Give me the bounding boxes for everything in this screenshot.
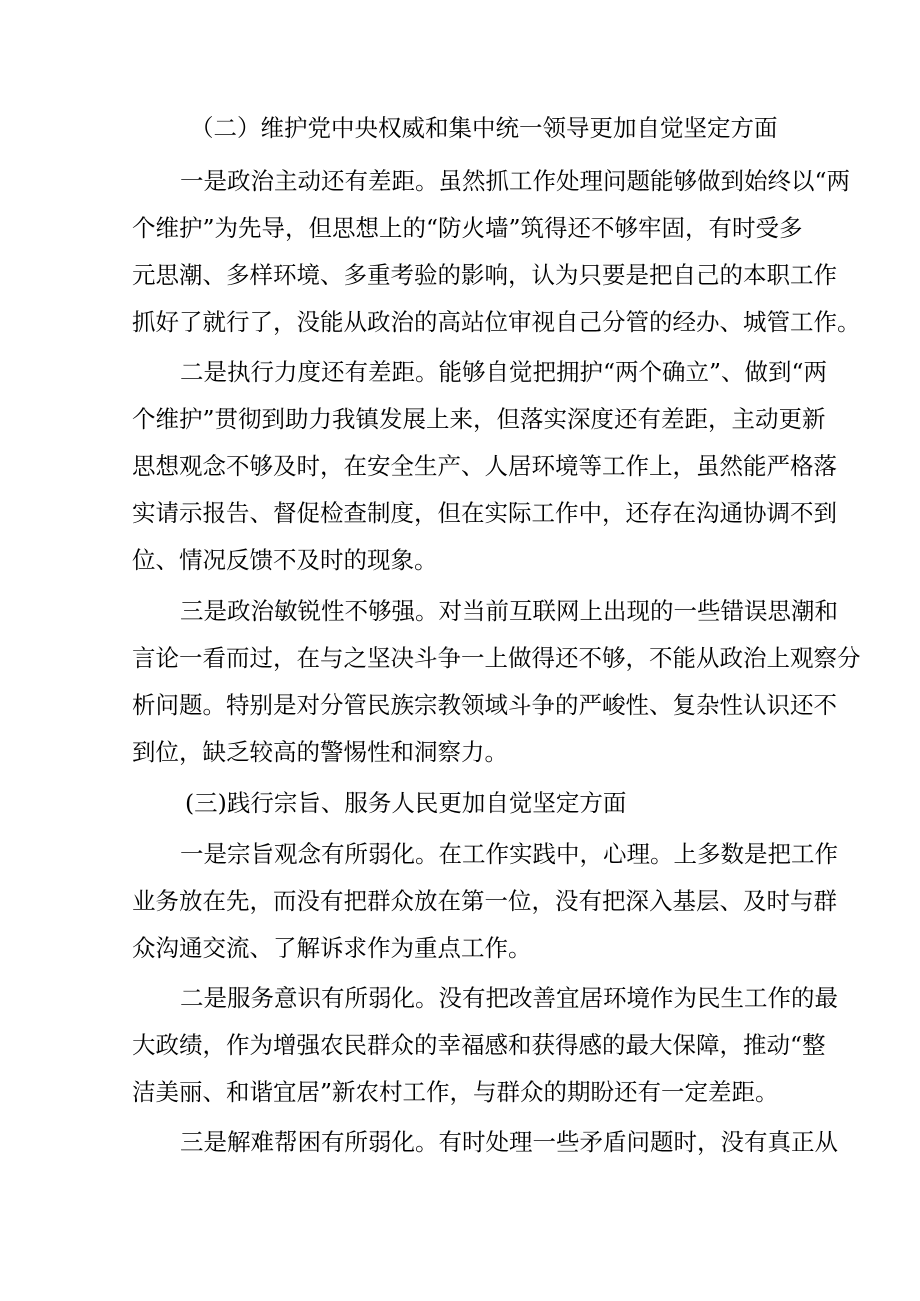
- paragraph-line: 众沟通交流、了解诉求作为重点工作。: [132, 934, 532, 962]
- paragraph-line: 言论一看而过，在与之坚决斗争一上做得还不够，不能从政治上观察分: [132, 644, 861, 672]
- paragraph-line: 位、情况反馈不及时的现象。: [132, 546, 438, 574]
- section-heading: (三)践行宗旨、服务人民更加自觉坚定方面: [185, 789, 627, 817]
- section-heading: （二）维护党中央权威和集中统一领导更加自觉坚定方面: [190, 114, 778, 142]
- paragraph-line: 一是宗旨观念有所弱化。在工作实践中，心理。上多数是把工作: [180, 840, 838, 868]
- paragraph-line: 析问题。特别是对分管民族宗教领域斗争的严峻性、复杂性认识还不: [132, 691, 837, 719]
- paragraph-line: 二是执行力度还有差距。能够自觉把拥护“两个确立”、做到“两: [180, 358, 828, 386]
- paragraph-line: 元思潮、多样环境、多重考验的影响，认为只要是把自己的本职工作: [132, 261, 837, 289]
- paragraph-line: 到位，缺乏较高的警惕性和洞察力。: [132, 738, 508, 766]
- paragraph-line: 洁美丽、和谐宜居”新农村工作，与群众的期盼还有一定差距。: [132, 1078, 779, 1106]
- paragraph-line: 业务放在先，而没有把群众放在第一位，没有把深入基层、及时与群: [132, 887, 837, 915]
- paragraph-line: 三是政治敏锐性不够强。对当前互联网上出现的一些错误思潮和: [180, 597, 838, 625]
- paragraph-line: 一是政治主动还有差距。虽然抓工作处理问题能够做到始终以“两: [180, 167, 851, 195]
- paragraph-line: 大政绩，作为增强农民群众的幸福感和获得感的最大保障，推动“整: [132, 1031, 826, 1059]
- paragraph-line: 三是解难帮困有所弱化。有时处理一些矛盾问题时，没有真正从: [180, 1128, 838, 1156]
- paragraph-line: 抓好了就行了，没能从政治的高站位审视自己分管的经办、城管工作。: [132, 308, 861, 336]
- paragraph-line: 个维护”贯彻到助力我镇发展上来，但落实深度还有差距，主动更新: [132, 405, 826, 433]
- paragraph-line: 二是服务意识有所弱化。没有把改善宜居环境作为民生工作的最: [180, 984, 838, 1012]
- paragraph-line: 思想观念不够及时，在安全生产、人居环境等工作上，虽然能严格落: [132, 452, 837, 480]
- paragraph-line: 实请示报告、督促检查制度，但在实际工作中，还存在沟通协调不到: [132, 499, 837, 527]
- paragraph-line: 个维护”为先导，但思想上的“防火墙”筑得还不够牢固，有时受多: [132, 214, 803, 242]
